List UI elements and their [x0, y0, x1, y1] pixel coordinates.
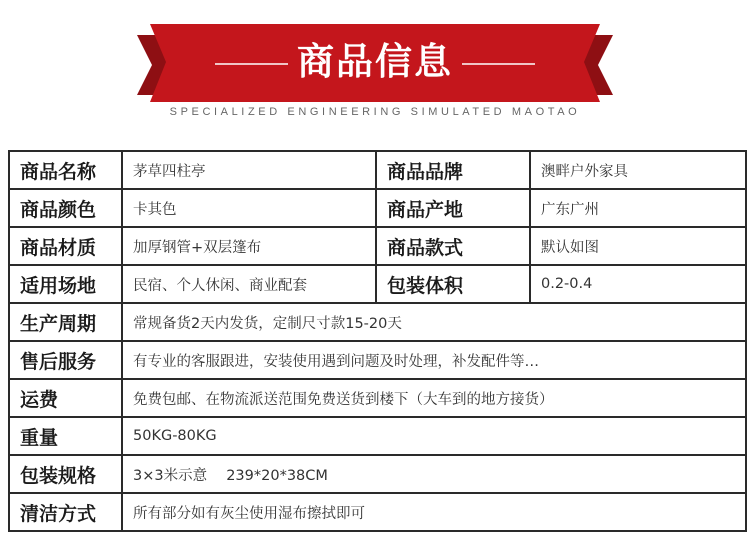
spec-value: 茅草四柱亭	[122, 151, 376, 189]
table-row	[9, 151, 746, 189]
spec-label: 商品品牌	[376, 151, 530, 189]
table-row	[9, 379, 746, 417]
spec-value: 常规备货2天内发货，定制尺寸款15-20天	[122, 303, 746, 341]
spec-value: 广东广州	[530, 189, 746, 227]
spec-value: 50KG-80KG	[122, 417, 746, 455]
spec-label: 售后服务	[9, 341, 122, 379]
spec-value: 3×3米示意 239*20*38CM	[122, 455, 746, 493]
spec-value: 默认如图	[530, 227, 746, 265]
spec-value: 澳畔户外家具	[530, 151, 746, 189]
table-row	[9, 189, 746, 227]
spec-label: 商品款式	[376, 227, 530, 265]
spec-value: 民宿、个人休闲、商业配套	[122, 265, 376, 303]
spec-label: 重量	[9, 417, 122, 455]
table-row	[9, 303, 746, 341]
banner-subtitle: SPECIALIZED ENGINEERING SIMULATED MAOTAO	[169, 106, 581, 118]
table-row	[9, 341, 746, 379]
spec-label: 适用场地	[9, 265, 122, 303]
spec-label: 生产周期	[9, 303, 122, 341]
spec-label: 包装规格	[9, 455, 122, 493]
spec-label: 商品材质	[9, 227, 122, 265]
spec-value: 加厚钢管+双层篷布	[122, 227, 376, 265]
spec-label: 商品名称	[9, 151, 122, 189]
spec-value: 有专业的客服跟进，安装使用遇到问题及时处理，补发配件等…	[122, 341, 746, 379]
spec-value: 所有部分如有灰尘使用湿布擦拭即可	[122, 493, 746, 531]
spec-label: 包装体积	[376, 265, 530, 303]
spec-label: 清洁方式	[9, 493, 122, 531]
spec-label: 运费	[9, 379, 122, 417]
banner-title: 商品信息	[297, 40, 453, 83]
table-row	[9, 417, 746, 455]
table-row	[9, 455, 746, 493]
table-row	[9, 227, 746, 265]
product-spec-table	[8, 150, 747, 532]
spec-label: 商品产地	[376, 189, 530, 227]
spec-value: 0.2-0.4	[530, 265, 746, 303]
table-row	[9, 493, 746, 531]
spec-value: 卡其色	[122, 189, 376, 227]
spec-label: 商品颜色	[9, 189, 122, 227]
header-banner	[0, 0, 750, 140]
table-row	[9, 265, 746, 303]
spec-value: 免费包邮、在物流派送范围免费送货到楼下（大车到的地方接货）	[122, 379, 746, 417]
